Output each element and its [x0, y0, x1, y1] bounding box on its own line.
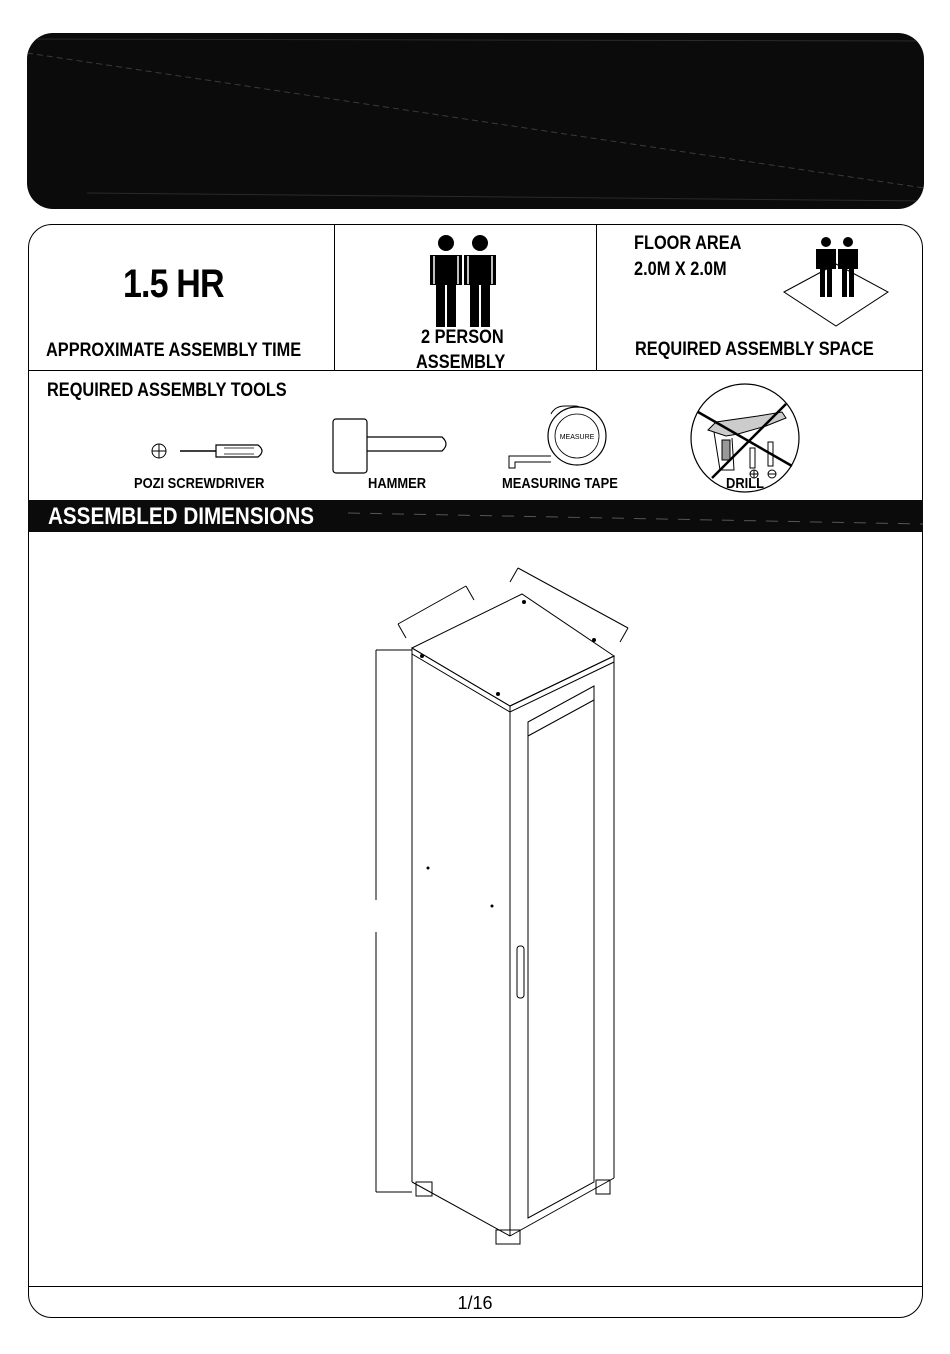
- tools-heading: REQUIRED ASSEMBLY TOOLS: [47, 380, 287, 401]
- floor-area-value: 2.0M X 2.0M: [634, 259, 727, 280]
- wardrobe-drawing: [360, 560, 650, 1250]
- dimensions-heading: ASSEMBLED DIMENSIONS: [48, 503, 315, 530]
- two-person-icon: [428, 234, 500, 330]
- info-divider-2: [596, 225, 597, 370]
- assembly-label: ASSEMBLY: [416, 352, 506, 373]
- banner-texture: [27, 33, 924, 209]
- assembly-time-value: 1.5 HR: [123, 262, 224, 306]
- tool-label-drill: DRILL: [726, 475, 764, 492]
- footer-divider: [29, 1286, 922, 1287]
- hammer-icon: [332, 417, 452, 477]
- measuring-tape-icon: [505, 404, 610, 470]
- header-banner: [27, 33, 924, 209]
- required-space-label: REQUIRED ASSEMBLY SPACE: [635, 339, 874, 360]
- tool-label-screwdriver: POZI SCREWDRIVER: [134, 475, 265, 492]
- page-number: 1/16: [457, 1293, 493, 1313]
- info-divider-1: [334, 225, 335, 370]
- floor-area-title: FLOOR AREA: [634, 233, 742, 254]
- screwdriver-icon: [150, 438, 270, 464]
- person-count-label: 2 PERSON: [421, 327, 504, 348]
- floor-space-icon: [780, 234, 892, 330]
- tape-measure-text: MEASURE: [559, 434, 595, 441]
- tool-label-measuring-tape: MEASURING TAPE: [502, 475, 618, 492]
- assembly-time-label: APPROXIMATE ASSEMBLY TIME: [46, 340, 302, 361]
- tool-label-hammer: HAMMER: [368, 475, 427, 492]
